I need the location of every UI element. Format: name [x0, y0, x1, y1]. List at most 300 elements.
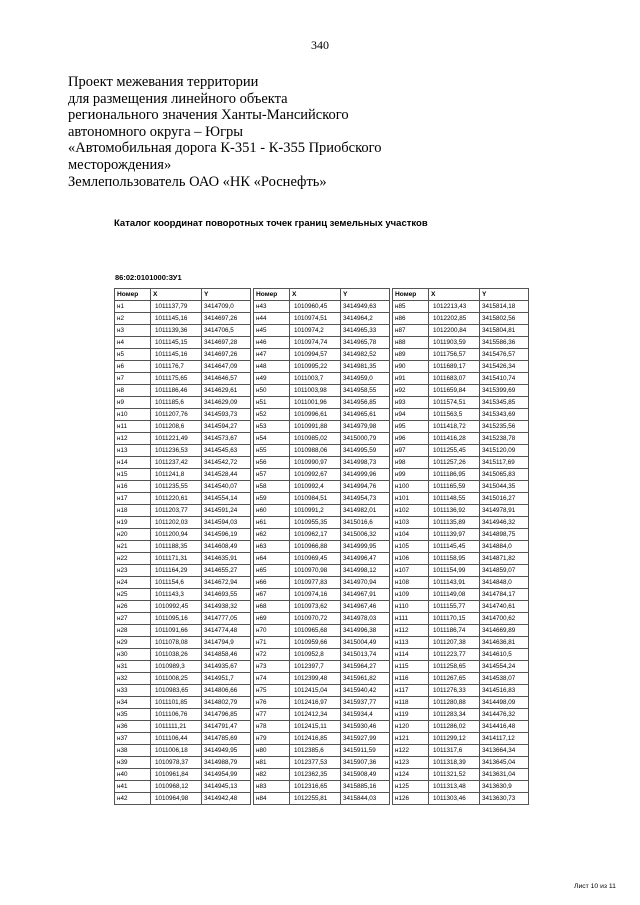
x-coordinate-cell: 1012255,81 [290, 793, 341, 805]
coordinates-table-1 [114, 288, 251, 805]
table-row [254, 337, 390, 349]
table-row [254, 301, 390, 313]
point-number-cell: н14 [115, 457, 151, 469]
y-coordinate-cell: 3415934,4 [341, 709, 390, 721]
y-coordinate-cell: 3414964,2 [341, 313, 390, 325]
y-coordinate-cell: 3415343,69 [480, 409, 529, 421]
y-coordinate-cell: 3414542,72 [202, 457, 251, 469]
y-coordinate-cell: 3414540,07 [202, 481, 251, 493]
y-coordinate-cell: 3414709,0 [202, 301, 251, 313]
x-coordinate-cell: 1011317,6 [429, 745, 480, 757]
y-coordinate-cell: 3414884,0 [480, 541, 529, 553]
x-coordinate-cell: 1010968,12 [151, 781, 202, 793]
x-coordinate-cell: 1010970,98 [290, 565, 341, 577]
y-coordinate-cell: 3414946,32 [480, 517, 529, 529]
table-row [393, 301, 529, 313]
x-coordinate-cell: 1011145,16 [151, 349, 202, 361]
y-coordinate-cell: 3415235,56 [480, 421, 529, 433]
point-number-cell: н98 [393, 457, 429, 469]
y-coordinate-cell: 3414970,94 [341, 577, 390, 589]
x-coordinate-cell: 1010960,45 [290, 301, 341, 313]
y-coordinate-cell: 3414999,95 [341, 541, 390, 553]
table-row [115, 565, 251, 577]
point-number-cell: н18 [115, 505, 151, 517]
point-number-cell: н118 [393, 697, 429, 709]
table-row [254, 349, 390, 361]
table-row [254, 673, 390, 685]
table-row [115, 385, 251, 397]
x-coordinate-cell: 1010983,65 [151, 685, 202, 697]
table-row [393, 445, 529, 457]
x-coordinate-cell: 1011313,48 [429, 781, 480, 793]
y-coordinate-cell: 3415907,36 [341, 757, 390, 769]
y-coordinate-cell: 3415911,59 [341, 745, 390, 757]
table-row [393, 313, 529, 325]
parcel-id: 86:02:0101000:ЗУ1 [115, 273, 182, 282]
point-number-cell: н109 [393, 589, 429, 601]
x-coordinate-cell: 1011091,66 [151, 625, 202, 637]
point-number-cell: н70 [254, 625, 290, 637]
point-number-cell: н87 [393, 325, 429, 337]
x-coordinate-cell: 1011186,46 [151, 385, 202, 397]
table-row [115, 445, 251, 457]
x-coordinate-cell: 1011139,97 [429, 529, 480, 541]
y-coordinate-cell: 3415930,46 [341, 721, 390, 733]
x-coordinate-cell: 1010974,2 [290, 325, 341, 337]
y-coordinate-cell: 3414999,96 [341, 469, 390, 481]
y-coordinate-cell: 3414117,12 [480, 733, 529, 745]
point-number-cell: н112 [393, 625, 429, 637]
y-coordinate-cell: 3415586,36 [480, 337, 529, 349]
x-coordinate-cell: 1011416,28 [429, 433, 480, 445]
table-row [254, 469, 390, 481]
table-row [115, 541, 251, 553]
x-coordinate-cell: 1011143,3 [151, 589, 202, 601]
y-coordinate-cell: 3414942,48 [202, 793, 251, 805]
y-coordinate-cell: 3414871,82 [480, 553, 529, 565]
y-coordinate-cell: 3413630,73 [480, 793, 529, 805]
table-row [254, 637, 390, 649]
point-number-cell: н72 [254, 649, 290, 661]
y-coordinate-cell: 3414967,46 [341, 601, 390, 613]
y-coordinate-cell: 3415908,49 [341, 769, 390, 781]
point-number-cell: н104 [393, 529, 429, 541]
y-coordinate-cell: 3415927,99 [341, 733, 390, 745]
x-coordinate-cell: 1010992,4 [290, 481, 341, 493]
x-coordinate-cell: 1011659,84 [429, 385, 480, 397]
table-row [254, 529, 390, 541]
table-row [254, 541, 390, 553]
x-coordinate-cell: 1011241,8 [151, 469, 202, 481]
point-number-cell: н95 [393, 421, 429, 433]
y-coordinate-cell: 3415016,6 [341, 517, 390, 529]
point-number-cell: н85 [393, 301, 429, 313]
table-row [254, 697, 390, 709]
point-number-cell: н77 [254, 709, 290, 721]
y-coordinate-cell: 3415120,09 [480, 445, 529, 457]
point-number-cell: н65 [254, 565, 290, 577]
table-row [254, 385, 390, 397]
table-row [393, 373, 529, 385]
table-row [254, 769, 390, 781]
y-coordinate-cell: 3415937,77 [341, 697, 390, 709]
table-row [254, 577, 390, 589]
x-coordinate-cell: 1012416,85 [290, 733, 341, 745]
table-row [254, 481, 390, 493]
point-number-cell: н78 [254, 721, 290, 733]
table-row [115, 505, 251, 517]
x-coordinate-cell: 1011001,96 [290, 397, 341, 409]
point-number-cell: н89 [393, 349, 429, 361]
table-row [254, 685, 390, 697]
point-number-cell: н44 [254, 313, 290, 325]
y-coordinate-cell: 3414994,76 [341, 481, 390, 493]
point-number-cell: н76 [254, 697, 290, 709]
x-coordinate-cell: 1011158,95 [429, 553, 480, 565]
y-coordinate-cell: 3414629,09 [202, 397, 251, 409]
x-coordinate-cell: 1011237,42 [151, 457, 202, 469]
x-coordinate-cell: 1011286,02 [429, 721, 480, 733]
point-number-cell: н54 [254, 433, 290, 445]
y-coordinate-cell: 3414858,46 [202, 649, 251, 661]
x-coordinate-cell: 1010955,35 [290, 517, 341, 529]
point-number-cell: н116 [393, 673, 429, 685]
point-number-cell: н2 [115, 313, 151, 325]
table-row [115, 685, 251, 697]
x-coordinate-cell: 1010995,22 [290, 361, 341, 373]
y-coordinate-cell: 3414949,95 [202, 745, 251, 757]
y-coordinate-cell: 3415006,32 [341, 529, 390, 541]
point-number-cell: н40 [115, 769, 151, 781]
point-number-cell: н108 [393, 577, 429, 589]
y-coordinate-cell: 3414791,47 [202, 721, 251, 733]
y-coordinate-cell: 3414593,73 [202, 409, 251, 421]
x-coordinate-cell: 1012200,84 [429, 325, 480, 337]
point-number-cell: н49 [254, 373, 290, 385]
col-header-y: Y [202, 289, 251, 301]
y-coordinate-cell: 3414785,69 [202, 733, 251, 745]
y-coordinate-cell: 3414951,7 [202, 673, 251, 685]
point-number-cell: н86 [393, 313, 429, 325]
point-number-cell: н59 [254, 493, 290, 505]
y-coordinate-cell: 3414596,19 [202, 529, 251, 541]
table-row [115, 757, 251, 769]
point-number-cell: н56 [254, 457, 290, 469]
table-row [393, 397, 529, 409]
y-coordinate-cell: 3414740,61 [480, 601, 529, 613]
x-coordinate-cell: 1010991,88 [290, 421, 341, 433]
y-coordinate-cell: 3414629,61 [202, 385, 251, 397]
table-row [115, 673, 251, 685]
point-number-cell: н32 [115, 673, 151, 685]
point-number-cell: н26 [115, 601, 151, 613]
point-number-cell: н5 [115, 349, 151, 361]
x-coordinate-cell: 1011235,55 [151, 481, 202, 493]
point-number-cell: н68 [254, 601, 290, 613]
x-coordinate-cell: 1012202,85 [429, 313, 480, 325]
point-number-cell: н3 [115, 325, 151, 337]
y-coordinate-cell: 3414554,14 [202, 493, 251, 505]
x-coordinate-cell: 1011143,91 [429, 577, 480, 589]
table-row [254, 313, 390, 325]
x-coordinate-cell: 1010989,3 [151, 661, 202, 673]
point-number-cell: н33 [115, 685, 151, 697]
table-row [393, 337, 529, 349]
x-coordinate-cell: 1010952,8 [290, 649, 341, 661]
table-row [393, 757, 529, 769]
point-number-cell: н46 [254, 337, 290, 349]
table-row [254, 421, 390, 433]
point-number-cell: н19 [115, 517, 151, 529]
y-coordinate-cell: 3415804,81 [480, 325, 529, 337]
y-coordinate-cell: 3414956,85 [341, 397, 390, 409]
x-coordinate-cell: 1011221,49 [151, 433, 202, 445]
heading-line: автономного округа – Югры [68, 123, 244, 140]
table-row [115, 409, 251, 421]
point-number-cell: н73 [254, 661, 290, 673]
table-row [254, 361, 390, 373]
point-number-cell: н103 [393, 517, 429, 529]
x-coordinate-cell: 1011155,77 [429, 601, 480, 613]
y-coordinate-cell: 3415399,69 [480, 385, 529, 397]
point-number-cell: н15 [115, 469, 151, 481]
table-row [254, 433, 390, 445]
col-header-x: X [151, 289, 202, 301]
table-row [254, 709, 390, 721]
point-number-cell: н123 [393, 757, 429, 769]
table-row [254, 745, 390, 757]
table-row [393, 505, 529, 517]
point-number-cell: н31 [115, 661, 151, 673]
x-coordinate-cell: 1011202,03 [151, 517, 202, 529]
table-row [393, 649, 529, 661]
x-coordinate-cell: 1010973,62 [290, 601, 341, 613]
x-coordinate-cell: 1011689,17 [429, 361, 480, 373]
x-coordinate-cell: 1011203,77 [151, 505, 202, 517]
table-row [254, 373, 390, 385]
y-coordinate-cell: 3414978,91 [480, 505, 529, 517]
table-header-row [254, 289, 390, 301]
table-row [115, 661, 251, 673]
y-coordinate-cell: 3414697,26 [202, 349, 251, 361]
table-header-row [115, 289, 251, 301]
y-coordinate-cell: 3414646,57 [202, 373, 251, 385]
point-number-cell: н79 [254, 733, 290, 745]
point-number-cell: н96 [393, 433, 429, 445]
x-coordinate-cell: 1010964,98 [151, 793, 202, 805]
x-coordinate-cell: 1010985,02 [290, 433, 341, 445]
table-row [393, 793, 529, 805]
y-coordinate-cell: 3415345,85 [480, 397, 529, 409]
x-coordinate-cell: 1011207,38 [429, 637, 480, 649]
sheet-footer: Лист 10 из 11 [574, 883, 616, 890]
point-number-cell: н11 [115, 421, 151, 433]
point-number-cell: н61 [254, 517, 290, 529]
point-number-cell: н122 [393, 745, 429, 757]
table-row [393, 565, 529, 577]
x-coordinate-cell: 1010977,83 [290, 577, 341, 589]
table-row [115, 337, 251, 349]
x-coordinate-cell: 1011165,59 [429, 481, 480, 493]
point-number-cell: н81 [254, 757, 290, 769]
y-coordinate-cell: 3414949,63 [341, 301, 390, 313]
x-coordinate-cell: 1010965,68 [290, 625, 341, 637]
y-coordinate-cell: 3414594,27 [202, 421, 251, 433]
point-number-cell: н55 [254, 445, 290, 457]
table-row [115, 625, 251, 637]
x-coordinate-cell: 1010992,67 [290, 469, 341, 481]
table-row [115, 421, 251, 433]
table-row [115, 793, 251, 805]
x-coordinate-cell: 1010978,37 [151, 757, 202, 769]
y-coordinate-cell: 3415802,56 [480, 313, 529, 325]
point-number-cell: н117 [393, 685, 429, 697]
point-number-cell: н106 [393, 553, 429, 565]
y-coordinate-cell: 3414848,0 [480, 577, 529, 589]
x-coordinate-cell: 1011257,26 [429, 457, 480, 469]
point-number-cell: н83 [254, 781, 290, 793]
x-coordinate-cell: 1011145,15 [151, 337, 202, 349]
table-row [393, 769, 529, 781]
y-coordinate-cell: 3414796,85 [202, 709, 251, 721]
coordinates-table-2 [253, 288, 390, 805]
x-coordinate-cell: 1011003,98 [290, 385, 341, 397]
table-row [393, 421, 529, 433]
x-coordinate-cell: 1010974,74 [290, 337, 341, 349]
y-coordinate-cell: 3414898,75 [480, 529, 529, 541]
table-row [254, 325, 390, 337]
y-coordinate-cell: 3415940,42 [341, 685, 390, 697]
heading-line: месторождения» [68, 156, 172, 173]
point-number-cell: н22 [115, 553, 151, 565]
table-row [254, 733, 390, 745]
x-coordinate-cell: 1011903,59 [429, 337, 480, 349]
point-number-cell: н107 [393, 565, 429, 577]
x-coordinate-cell: 1011008,25 [151, 673, 202, 685]
x-coordinate-cell: 1011111,21 [151, 721, 202, 733]
x-coordinate-cell: 1011137,79 [151, 301, 202, 313]
y-coordinate-cell: 3414981,35 [341, 361, 390, 373]
x-coordinate-cell: 1010959,66 [290, 637, 341, 649]
point-number-cell: н7 [115, 373, 151, 385]
y-coordinate-cell: 3415961,82 [341, 673, 390, 685]
table-row [254, 457, 390, 469]
point-number-cell: н43 [254, 301, 290, 313]
x-coordinate-cell: 1010966,88 [290, 541, 341, 553]
table-row [393, 517, 529, 529]
y-coordinate-cell: 3414965,78 [341, 337, 390, 349]
table-row [393, 457, 529, 469]
point-number-cell: н10 [115, 409, 151, 421]
table-row [254, 613, 390, 625]
y-coordinate-cell: 3414996,38 [341, 625, 390, 637]
table-row [254, 505, 390, 517]
x-coordinate-cell: 1010974,16 [290, 589, 341, 601]
table-row [393, 433, 529, 445]
y-coordinate-cell: 3414996,47 [341, 553, 390, 565]
x-coordinate-cell: 1011145,45 [429, 541, 480, 553]
x-coordinate-cell: 1011186,95 [429, 469, 480, 481]
table-row [115, 577, 251, 589]
y-coordinate-cell: 3414516,83 [480, 685, 529, 697]
table-row [393, 325, 529, 337]
point-number-cell: н47 [254, 349, 290, 361]
table-row [393, 553, 529, 565]
point-number-cell: н100 [393, 481, 429, 493]
y-coordinate-cell: 3414608,49 [202, 541, 251, 553]
table-row [254, 565, 390, 577]
y-coordinate-cell: 3414545,63 [202, 445, 251, 457]
x-coordinate-cell: 1011176,7 [151, 361, 202, 373]
y-coordinate-cell: 3415238,78 [480, 433, 529, 445]
y-coordinate-cell: 3414528,44 [202, 469, 251, 481]
y-coordinate-cell: 3415885,16 [341, 781, 390, 793]
x-coordinate-cell: 1011299,12 [429, 733, 480, 745]
y-coordinate-cell: 3414647,09 [202, 361, 251, 373]
x-coordinate-cell: 1011136,92 [429, 505, 480, 517]
x-coordinate-cell: 1011255,45 [429, 445, 480, 457]
y-coordinate-cell: 3414774,48 [202, 625, 251, 637]
point-number-cell: н36 [115, 721, 151, 733]
table-row [254, 649, 390, 661]
x-coordinate-cell: 1011318,39 [429, 757, 480, 769]
x-coordinate-cell: 1011185,6 [151, 397, 202, 409]
x-coordinate-cell: 1011563,5 [429, 409, 480, 421]
table-row [115, 361, 251, 373]
y-coordinate-cell: 3414777,05 [202, 613, 251, 625]
x-coordinate-cell: 1010974,51 [290, 313, 341, 325]
y-coordinate-cell: 3415410,74 [480, 373, 529, 385]
point-number-cell: н113 [393, 637, 429, 649]
point-number-cell: н35 [115, 709, 151, 721]
x-coordinate-cell: 1011164,29 [151, 565, 202, 577]
table-row [115, 493, 251, 505]
table-row [254, 601, 390, 613]
x-coordinate-cell: 1012399,48 [290, 673, 341, 685]
x-coordinate-cell: 1011106,76 [151, 709, 202, 721]
y-coordinate-cell: 3413664,34 [480, 745, 529, 757]
point-number-cell: н91 [393, 373, 429, 385]
point-number-cell: н51 [254, 397, 290, 409]
point-number-cell: н84 [254, 793, 290, 805]
y-coordinate-cell: 3414700,62 [480, 613, 529, 625]
x-coordinate-cell: 1011236,53 [151, 445, 202, 457]
x-coordinate-cell: 1011683,07 [429, 373, 480, 385]
point-number-cell: н119 [393, 709, 429, 721]
x-coordinate-cell: 1012412,34 [290, 709, 341, 721]
y-coordinate-cell: 3414636,81 [480, 637, 529, 649]
table-row [393, 349, 529, 361]
table-row [115, 745, 251, 757]
y-coordinate-cell: 3414416,48 [480, 721, 529, 733]
point-number-cell: н58 [254, 481, 290, 493]
point-number-cell: н60 [254, 505, 290, 517]
table-row [115, 397, 251, 409]
y-coordinate-cell: 3415476,57 [480, 349, 529, 361]
y-coordinate-cell: 3414498,09 [480, 697, 529, 709]
point-number-cell: н80 [254, 745, 290, 757]
y-coordinate-cell: 3415044,35 [480, 481, 529, 493]
y-coordinate-cell: 3414554,24 [480, 661, 529, 673]
table-row [393, 661, 529, 673]
y-coordinate-cell: 3413630,9 [480, 781, 529, 793]
heading-line: «Автомобильная дорога К-351 - К-355 Приобского [68, 140, 382, 157]
y-coordinate-cell: 3415964,27 [341, 661, 390, 673]
table-row [115, 469, 251, 481]
table-row [393, 625, 529, 637]
table-row [115, 613, 251, 625]
x-coordinate-cell: 1012377,53 [290, 757, 341, 769]
